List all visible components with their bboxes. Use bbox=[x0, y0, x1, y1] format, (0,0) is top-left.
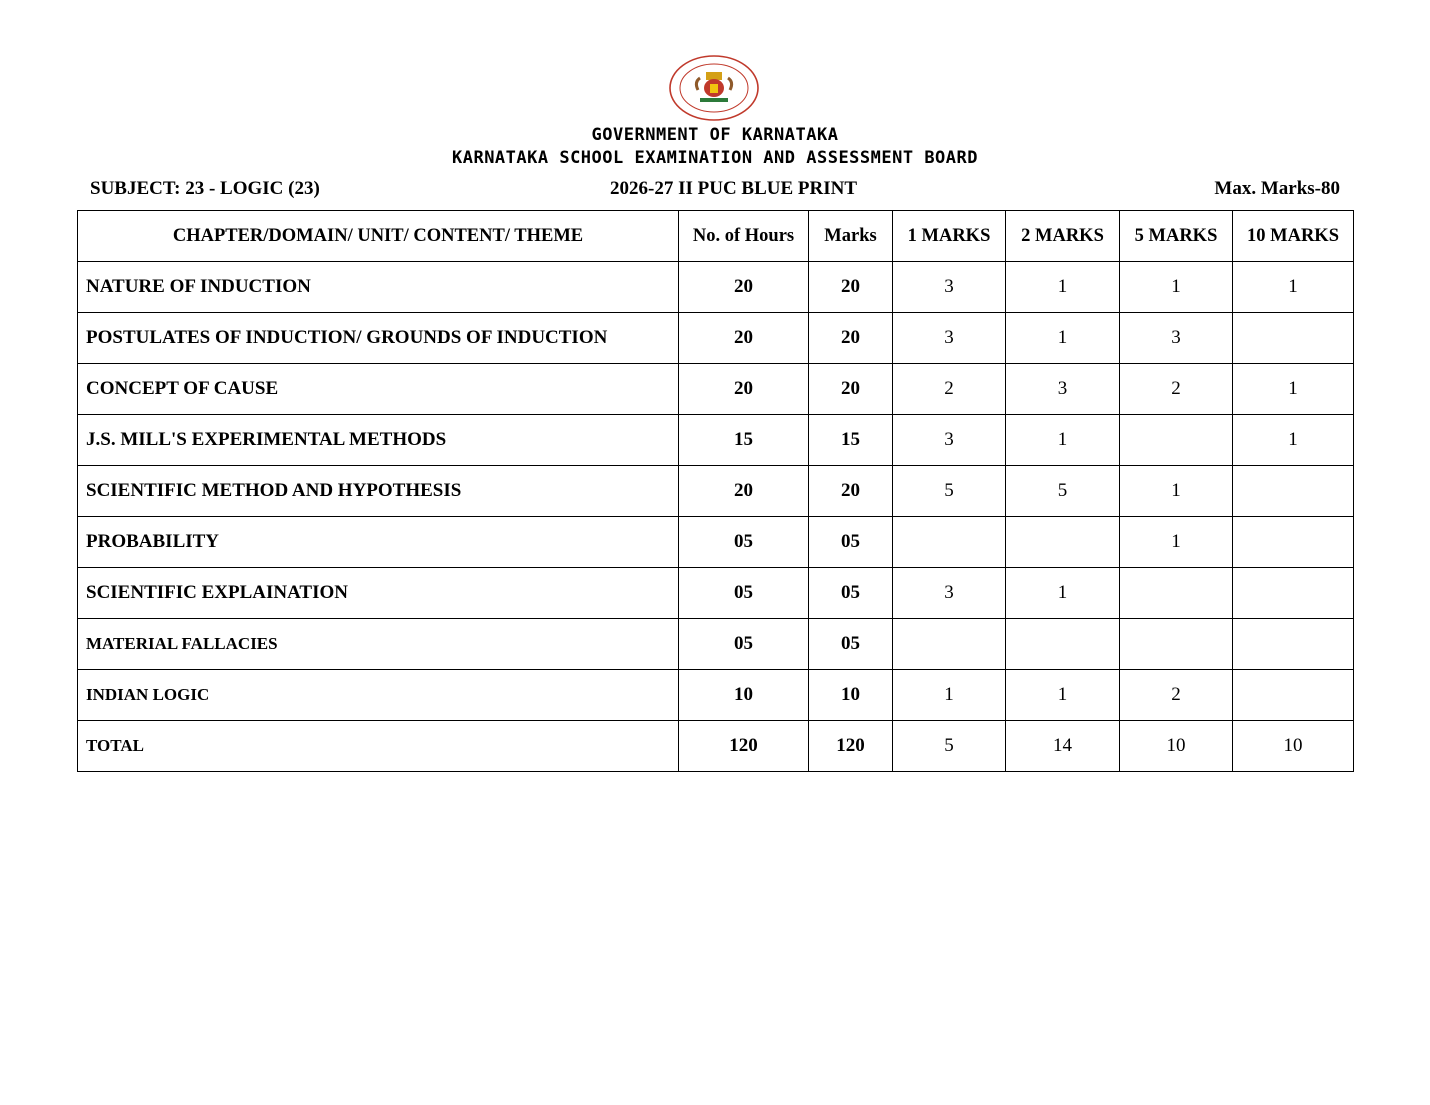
column-header: 10 MARKS bbox=[1233, 211, 1354, 262]
column-header: 1 MARKS bbox=[893, 211, 1006, 262]
column-header: 5 MARKS bbox=[1120, 211, 1233, 262]
table-row bbox=[78, 415, 1354, 466]
hours-cell: 20 bbox=[679, 313, 809, 364]
table-row bbox=[78, 670, 1354, 721]
two-mark-cell: 1 bbox=[1006, 568, 1120, 619]
total-row bbox=[78, 721, 1354, 772]
ten-mark-cell: 1 bbox=[1233, 262, 1354, 313]
marks-cell: 10 bbox=[809, 670, 893, 721]
five-mark-cell: 10 bbox=[1120, 721, 1233, 772]
marks-cell: 05 bbox=[809, 619, 893, 670]
ten-mark-cell bbox=[1233, 313, 1354, 364]
five-mark-cell: 1 bbox=[1120, 517, 1233, 568]
chapter-cell: J.S. MILL'S EXPERIMENTAL METHODS bbox=[78, 415, 679, 466]
subject-label: SUBJECT: 23 - LOGIC (23) bbox=[90, 178, 320, 199]
blueprint-table bbox=[77, 210, 1354, 772]
ten-mark-cell bbox=[1233, 466, 1354, 517]
ten-mark-cell bbox=[1233, 670, 1354, 721]
one-mark-cell: 1 bbox=[893, 670, 1006, 721]
government-heading: GOVERNMENT OF KARNATAKA bbox=[591, 125, 839, 145]
five-mark-cell: 1 bbox=[1120, 466, 1233, 517]
table-header-row bbox=[78, 211, 1354, 262]
column-header: No. of Hours bbox=[679, 211, 809, 262]
blueprint-title: 2026-27 II PUC BLUE PRINT bbox=[610, 178, 858, 199]
marks-cell: 120 bbox=[809, 721, 893, 772]
one-mark-cell bbox=[893, 517, 1006, 568]
two-mark-cell: 14 bbox=[1006, 721, 1120, 772]
one-mark-cell: 3 bbox=[893, 313, 1006, 364]
hours-cell: 20 bbox=[679, 262, 809, 313]
one-mark-cell: 3 bbox=[893, 415, 1006, 466]
hours-cell: 15 bbox=[679, 415, 809, 466]
table-row bbox=[78, 466, 1354, 517]
chapter-cell: NATURE OF INDUCTION bbox=[78, 262, 679, 313]
one-mark-cell: 3 bbox=[893, 568, 1006, 619]
two-mark-cell bbox=[1006, 619, 1120, 670]
one-mark-cell: 5 bbox=[893, 466, 1006, 517]
chapter-cell: SCIENTIFIC EXPLAINATION bbox=[78, 568, 679, 619]
marks-cell: 20 bbox=[809, 466, 893, 517]
chapter-cell: PROBABILITY bbox=[78, 517, 679, 568]
table-row bbox=[78, 364, 1354, 415]
chapter-cell: TOTAL bbox=[78, 721, 679, 772]
marks-cell: 20 bbox=[809, 313, 893, 364]
table-row bbox=[78, 262, 1354, 313]
two-mark-cell: 1 bbox=[1006, 313, 1120, 364]
hours-cell: 05 bbox=[679, 619, 809, 670]
karnataka-emblem bbox=[668, 55, 760, 121]
hours-cell: 05 bbox=[679, 517, 809, 568]
column-header: 2 MARKS bbox=[1006, 211, 1120, 262]
two-mark-cell: 3 bbox=[1006, 364, 1120, 415]
board-heading: KARNATAKA SCHOOL EXAMINATION AND ASSESSMENT BOARD bbox=[451, 148, 978, 168]
five-mark-cell bbox=[1120, 568, 1233, 619]
ten-mark-cell bbox=[1233, 517, 1354, 568]
two-mark-cell: 1 bbox=[1006, 670, 1120, 721]
chapter-cell: SCIENTIFIC METHOD AND HYPOTHESIS bbox=[78, 466, 679, 517]
two-mark-cell: 5 bbox=[1006, 466, 1120, 517]
marks-cell: 05 bbox=[809, 517, 893, 568]
chapter-cell: POSTULATES OF INDUCTION/ GROUNDS OF INDUCTION bbox=[78, 313, 679, 364]
marks-cell: 05 bbox=[809, 568, 893, 619]
hours-cell: 20 bbox=[679, 364, 809, 415]
hours-cell: 120 bbox=[679, 721, 809, 772]
one-mark-cell bbox=[893, 619, 1006, 670]
table-row bbox=[78, 568, 1354, 619]
two-mark-cell: 1 bbox=[1006, 415, 1120, 466]
ten-mark-cell bbox=[1233, 619, 1354, 670]
ten-mark-cell: 1 bbox=[1233, 415, 1354, 466]
ten-mark-cell bbox=[1233, 568, 1354, 619]
marks-cell: 15 bbox=[809, 415, 893, 466]
marks-cell: 20 bbox=[809, 262, 893, 313]
chapter-cell: MATERIAL FALLACIES bbox=[78, 619, 679, 670]
table-row bbox=[78, 517, 1354, 568]
five-mark-cell: 2 bbox=[1120, 364, 1233, 415]
chapter-cell: CONCEPT OF CAUSE bbox=[78, 364, 679, 415]
column-header: CHAPTER/DOMAIN/ UNIT/ CONTENT/ THEME bbox=[78, 211, 679, 262]
ten-mark-cell: 10 bbox=[1233, 721, 1354, 772]
five-mark-cell bbox=[1120, 619, 1233, 670]
one-mark-cell: 3 bbox=[893, 262, 1006, 313]
hours-cell: 05 bbox=[679, 568, 809, 619]
ten-mark-cell: 1 bbox=[1233, 364, 1354, 415]
one-mark-cell: 2 bbox=[893, 364, 1006, 415]
two-mark-cell: 1 bbox=[1006, 262, 1120, 313]
five-mark-cell bbox=[1120, 415, 1233, 466]
table-row bbox=[78, 619, 1354, 670]
marks-cell: 20 bbox=[809, 364, 893, 415]
one-mark-cell: 5 bbox=[893, 721, 1006, 772]
five-mark-cell: 3 bbox=[1120, 313, 1233, 364]
hours-cell: 20 bbox=[679, 466, 809, 517]
five-mark-cell: 2 bbox=[1120, 670, 1233, 721]
hours-cell: 10 bbox=[679, 670, 809, 721]
two-mark-cell bbox=[1006, 517, 1120, 568]
max-marks-label: Max. Marks-80 bbox=[1214, 178, 1340, 199]
chapter-cell: INDIAN LOGIC bbox=[78, 670, 679, 721]
five-mark-cell: 1 bbox=[1120, 262, 1233, 313]
column-header: Marks bbox=[809, 211, 893, 262]
emblem-seal-icon bbox=[668, 55, 760, 121]
table-row bbox=[78, 313, 1354, 364]
